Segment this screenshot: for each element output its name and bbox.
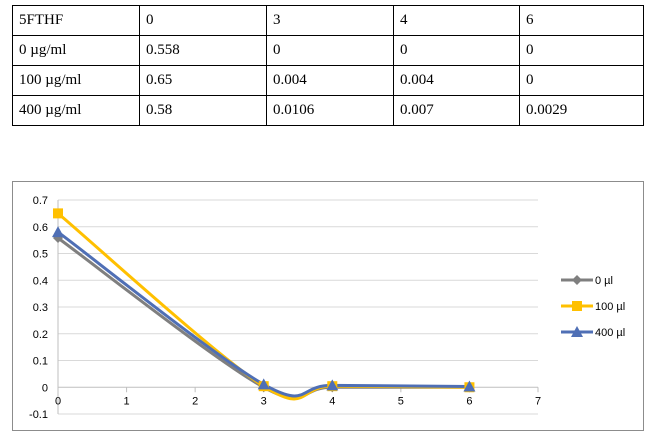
y-tick-label: 0.1 [32, 355, 48, 368]
line-chart [13, 182, 645, 432]
legend-label: 0 µl [595, 275, 613, 287]
data-point-2 [52, 226, 64, 237]
table-row [13, 66, 644, 96]
table-cell: 0.0029 [520, 96, 644, 126]
x-tick-label: 0 [54, 395, 62, 408]
y-tick-label: 0.3 [32, 302, 48, 314]
table-cell: 0.58 [140, 96, 267, 126]
table-cell: 0.007 [394, 96, 520, 126]
legend-label: 400 µl [595, 327, 626, 339]
series-line-0 [58, 238, 469, 398]
legend-marker [572, 275, 582, 285]
table-cell: 0.004 [267, 66, 394, 96]
table-cell: 0.65 [140, 66, 267, 96]
x-tick-label: 4 [329, 395, 336, 408]
data-point-1 [53, 208, 63, 218]
table-header-cell: 6 [520, 6, 644, 36]
y-tick-label: 0 [41, 382, 48, 395]
chart-frame [12, 181, 644, 431]
table-row [13, 36, 644, 66]
x-tick-label: 5 [397, 395, 404, 408]
table-header-cell: 0 [140, 6, 267, 36]
legend-marker [572, 301, 582, 311]
x-tick-label: 2 [192, 395, 199, 408]
table-cell: 0.0106 [267, 96, 394, 126]
y-tick-label: 0.5 [32, 248, 48, 261]
data-table [12, 5, 644, 126]
table-cell: 0 µg/ml [13, 36, 140, 66]
legend-label: 100 µl [595, 301, 626, 313]
table-cell: 400 µg/ml [13, 96, 140, 126]
x-tick-label: 6 [466, 395, 473, 408]
table-header-cell: 5FTHF [13, 6, 140, 36]
table-row [13, 96, 644, 126]
y-tick-label: 0.2 [32, 328, 48, 341]
series-line-2 [58, 232, 469, 396]
series-line-1 [58, 213, 469, 399]
y-tick-label: 0.6 [32, 221, 48, 234]
y-tick-label: 0.4 [32, 275, 48, 288]
x-tick-label: 3 [260, 395, 267, 408]
table-cell: 100 µg/ml [13, 66, 140, 96]
table-cell: 0.558 [140, 36, 267, 66]
table-cell: 0.004 [394, 66, 520, 96]
table-header-cell: 3 [267, 6, 394, 36]
x-tick-label: 1 [123, 395, 130, 408]
table-header-cell: 4 [394, 6, 520, 36]
y-tick-label: -0.1 [29, 409, 48, 421]
table-cell: 0 [394, 36, 520, 66]
y-tick-label: 0.7 [32, 195, 48, 207]
table-cell: 0 [520, 36, 644, 66]
table-cell: 0 [520, 66, 644, 96]
x-tick-label: 7 [534, 395, 542, 408]
table-header-row [13, 6, 644, 36]
table-cell: 0 [267, 36, 394, 66]
